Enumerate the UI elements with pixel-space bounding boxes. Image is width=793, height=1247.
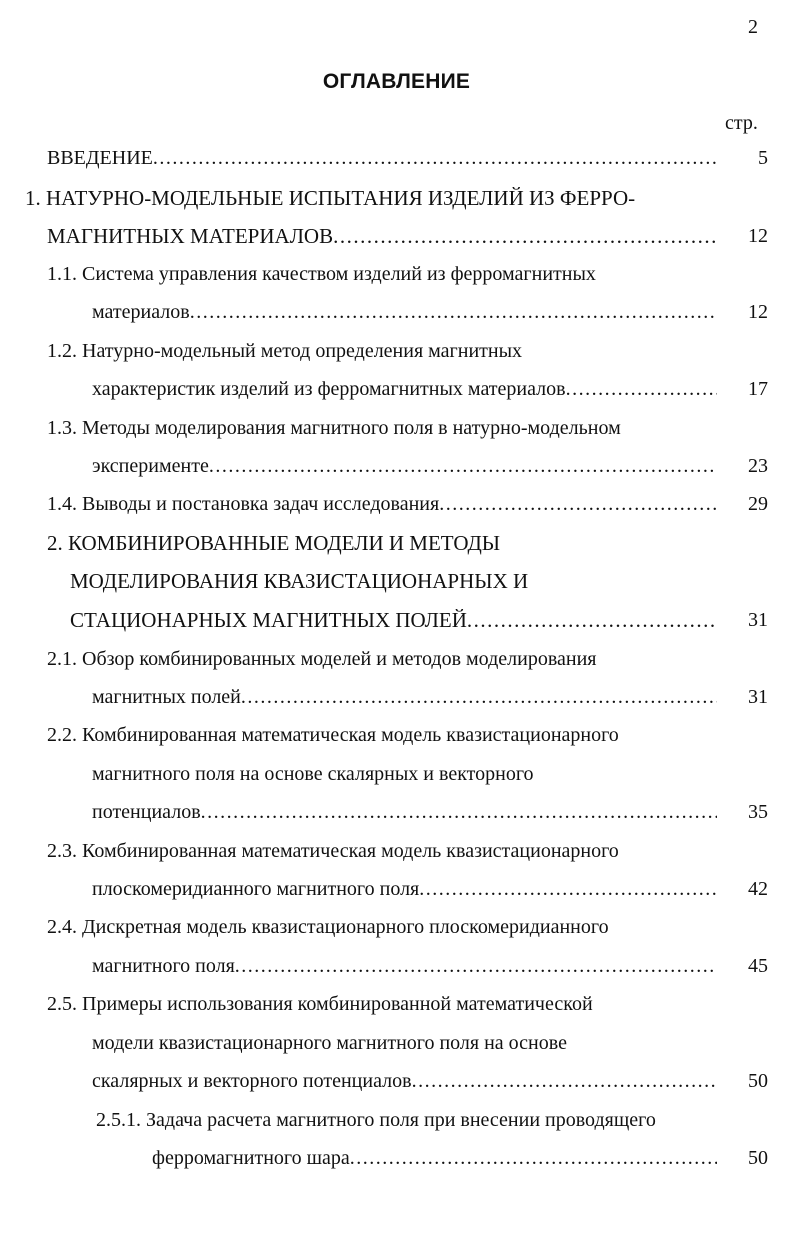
leader-dots — [153, 143, 717, 173]
toc-title: ВВЕДЕНИЕ — [47, 147, 153, 169]
page-number: 2 — [748, 16, 758, 38]
toc-line: 2.3. Комбинированная математическая модель квазистационарного — [47, 840, 619, 862]
toc-line: 2.4. Дискретная модель квазистационарного плоскомеридианного — [47, 916, 609, 938]
leader-dots — [412, 1066, 717, 1096]
toc-line — [92, 1066, 717, 1096]
leader-dots — [467, 605, 717, 635]
leader-dots — [439, 489, 717, 519]
toc-line: магнитного поля на основе скалярных и векторного — [92, 763, 534, 785]
toc-title: 1.4. Выводы и постановка задач исследования — [47, 493, 440, 515]
toc-page: 23 — [748, 455, 768, 477]
toc-page: 50 — [748, 1070, 768, 1092]
toc-title: ферромагнитного шара — [152, 1147, 350, 1169]
toc-line: 1.3. Методы моделирования магнитного поля в натурно-модельном — [47, 417, 621, 439]
toc-line: 1.2. Натурно-модельный метод определения магнитных — [47, 340, 523, 362]
toc-page: 31 — [748, 686, 768, 708]
toc-page: 42 — [748, 878, 768, 900]
toc-line — [152, 1143, 717, 1173]
page-title: ОГЛАВЛЕНИЕ — [322, 70, 471, 93]
toc-line — [70, 605, 717, 635]
toc-line — [92, 297, 717, 327]
toc-line: 1.1. Система управления качеством изделий из ферромагнитных — [47, 263, 596, 285]
toc-page: 12 — [748, 225, 768, 247]
leader-dots — [241, 682, 717, 712]
toc-page: 29 — [748, 493, 768, 515]
toc-page: 12 — [748, 301, 768, 323]
leader-dots — [566, 374, 717, 404]
toc-line: модели квазистационарного магнитного поля на основе — [92, 1032, 567, 1054]
toc-line: 2.2. Комбинированная математическая модель квазистационарного — [47, 724, 619, 746]
toc-title: МАГНИТНЫХ МАТЕРИАЛОВ — [47, 224, 334, 248]
toc-line — [92, 451, 717, 481]
toc-line — [47, 221, 717, 251]
leader-dots — [350, 1143, 717, 1173]
toc-page: 17 — [748, 378, 768, 400]
leader-dots — [333, 221, 717, 251]
leader-dots — [209, 451, 717, 481]
toc-page: 35 — [748, 801, 768, 823]
toc-title: СТАЦИОНАРНЫХ МАГНИТНЫХ ПОЛЕЙ — [70, 608, 467, 632]
toc-line — [92, 951, 717, 981]
toc-line: 2.1. Обзор комбинированных моделей и методов моделирования — [47, 648, 597, 670]
toc-title: характеристик изделий из ферромагнитных материалов — [92, 378, 566, 400]
leader-dots — [235, 951, 717, 981]
toc-line — [92, 374, 717, 404]
leader-dots — [190, 297, 717, 327]
toc-line: 1. НАТУРНО-МОДЕЛЬНЫЕ ИСПЫТАНИЯ ИЗДЕЛИЙ ИЗ ФЕРРО- — [25, 186, 636, 210]
toc-line — [92, 874, 717, 904]
page-column-label: стр. — [725, 112, 758, 134]
toc-line: 2. КОМБИНИРОВАННЫЕ МОДЕЛИ И МЕТОДЫ — [47, 531, 501, 555]
toc-line — [92, 797, 717, 827]
leader-dots — [419, 874, 717, 904]
toc-page: 31 — [748, 609, 768, 631]
toc-page: 50 — [748, 1147, 768, 1169]
toc-page: 45 — [748, 955, 768, 977]
toc-line: 2.5. Примеры использования комбинированной математической — [47, 993, 593, 1015]
leader-dots — [201, 797, 717, 827]
toc-title: потенциалов — [92, 801, 201, 823]
toc-title: магнитного поля — [92, 955, 235, 977]
toc-line — [47, 489, 717, 519]
toc-title: скалярных и векторного потенциалов — [92, 1070, 412, 1092]
toc-title: материалов — [92, 301, 190, 323]
toc-line — [92, 682, 717, 712]
toc-title: эксперименте — [92, 455, 209, 477]
toc-title: магнитных полей — [92, 686, 241, 708]
toc-page: 5 — [758, 147, 768, 169]
toc-line: 2.5.1. Задача расчета магнитного поля при внесении проводящего — [96, 1109, 656, 1131]
toc-line — [47, 143, 717, 173]
toc-title: плоскомеридианного магнитного поля — [92, 878, 420, 900]
toc-line: МОДЕЛИРОВАНИЯ КВАЗИСТАЦИОНАРНЫХ И — [70, 569, 529, 593]
